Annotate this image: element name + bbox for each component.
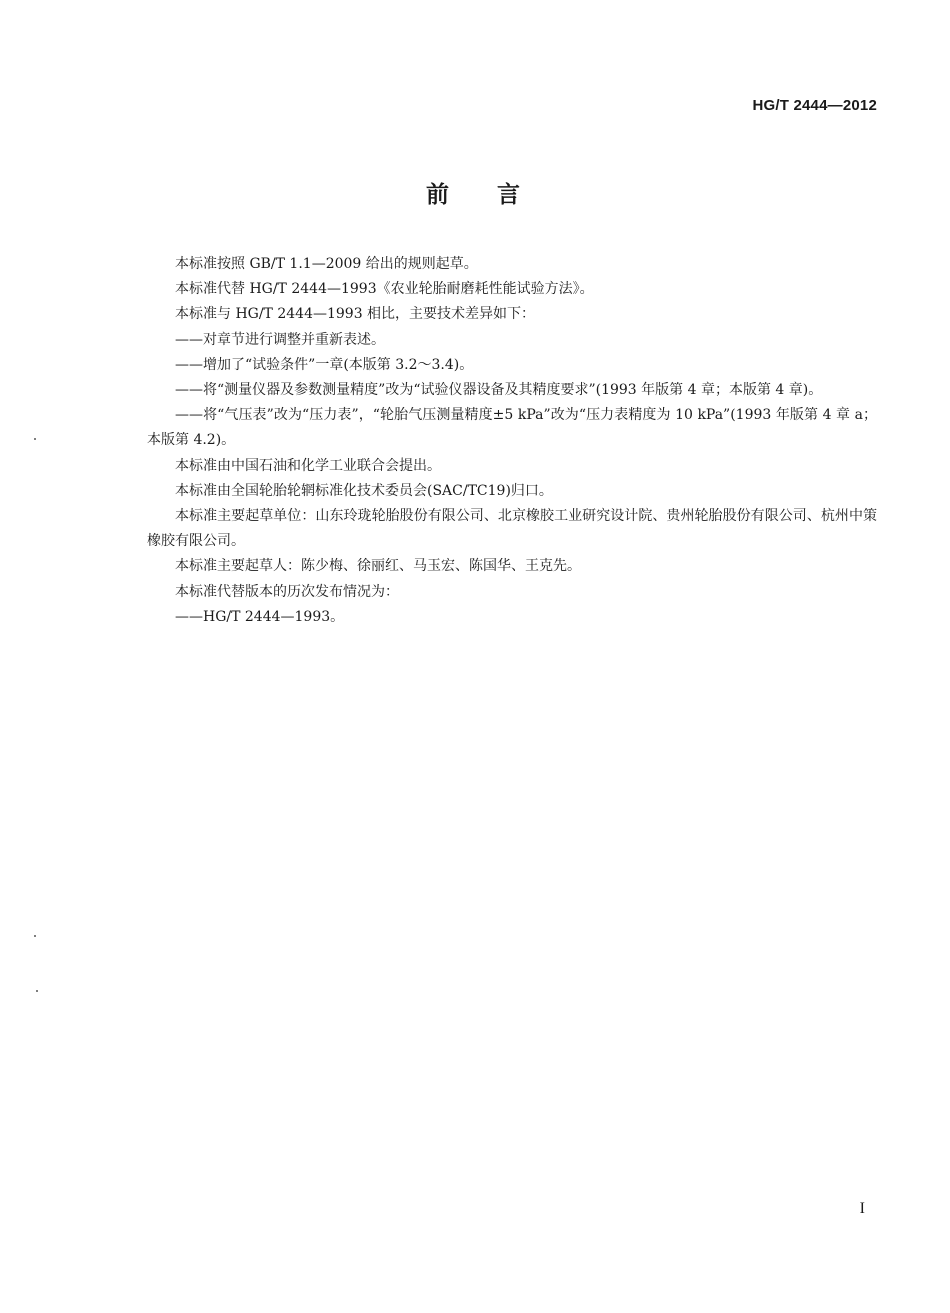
paragraph-difference-3: ——将“测量仪器及参数测量精度”改为“试验仪器设备及其精度要求”(1993 年版第 4 章；本版第 4 章)。 — [175, 382, 823, 399]
paragraph-drafting-units: 本标准主要起草单位：山东玲珑轮胎股份有限公司、北京橡胶工业研究设计院、贵州轮胎股份有限公司、杭州中策橡胶有限公司。 — [147, 508, 877, 550]
foreword-body — [147, 252, 877, 630]
paragraph-committee: 本标准由全国轮胎轮辋标准化技术委员会(SAC/TC19)归口。 — [175, 482, 553, 499]
paragraph-history-1: ——HG/T 2444—1993。 — [175, 608, 345, 625]
scan-speck — [34, 935, 36, 937]
paragraph-drafting-rules: 本标准按照 GB/T 1.1—2009 给出的规则起草。 — [175, 256, 478, 272]
scan-speck — [36, 990, 38, 992]
page-number: I — [859, 1200, 865, 1217]
scan-speck — [34, 438, 36, 440]
standard-code: HG/T 2444—2012 — [752, 97, 877, 114]
paragraph-drafters: 本标准主要起草人：陈少梅、徐丽红、马玉宏、陈国华、王克先。 — [175, 558, 581, 575]
paragraph-difference-2: ——增加了“试验条件”一章(本版第 3.2～3.4)。 — [175, 356, 474, 373]
paragraph-difference-1: ——对章节进行调整并重新表述。 — [175, 331, 385, 348]
paragraph-differences-intro: 本标准与 HG/T 2444—1993 相比，主要技术差异如下： — [175, 306, 536, 323]
paragraph-difference-4: ——将“气压表”改为“压力表”，“轮胎气压测量精度±5 kPa”改为“压力表精度为 10 kPa”(1993 年版第 4 章 a；本版第 4.2)。 — [147, 407, 877, 449]
paragraph-history-intro: 本标准代替版本的历次发布情况为： — [175, 583, 399, 600]
page-title: 前言 — [426, 182, 568, 208]
paragraph-replaces: 本标准代替 HG/T 2444—1993《农业轮胎耐磨耗性能试验方法》。 — [175, 281, 594, 298]
paragraph-proposer: 本标准由中国石油和化学工业联合会提出。 — [175, 457, 441, 474]
